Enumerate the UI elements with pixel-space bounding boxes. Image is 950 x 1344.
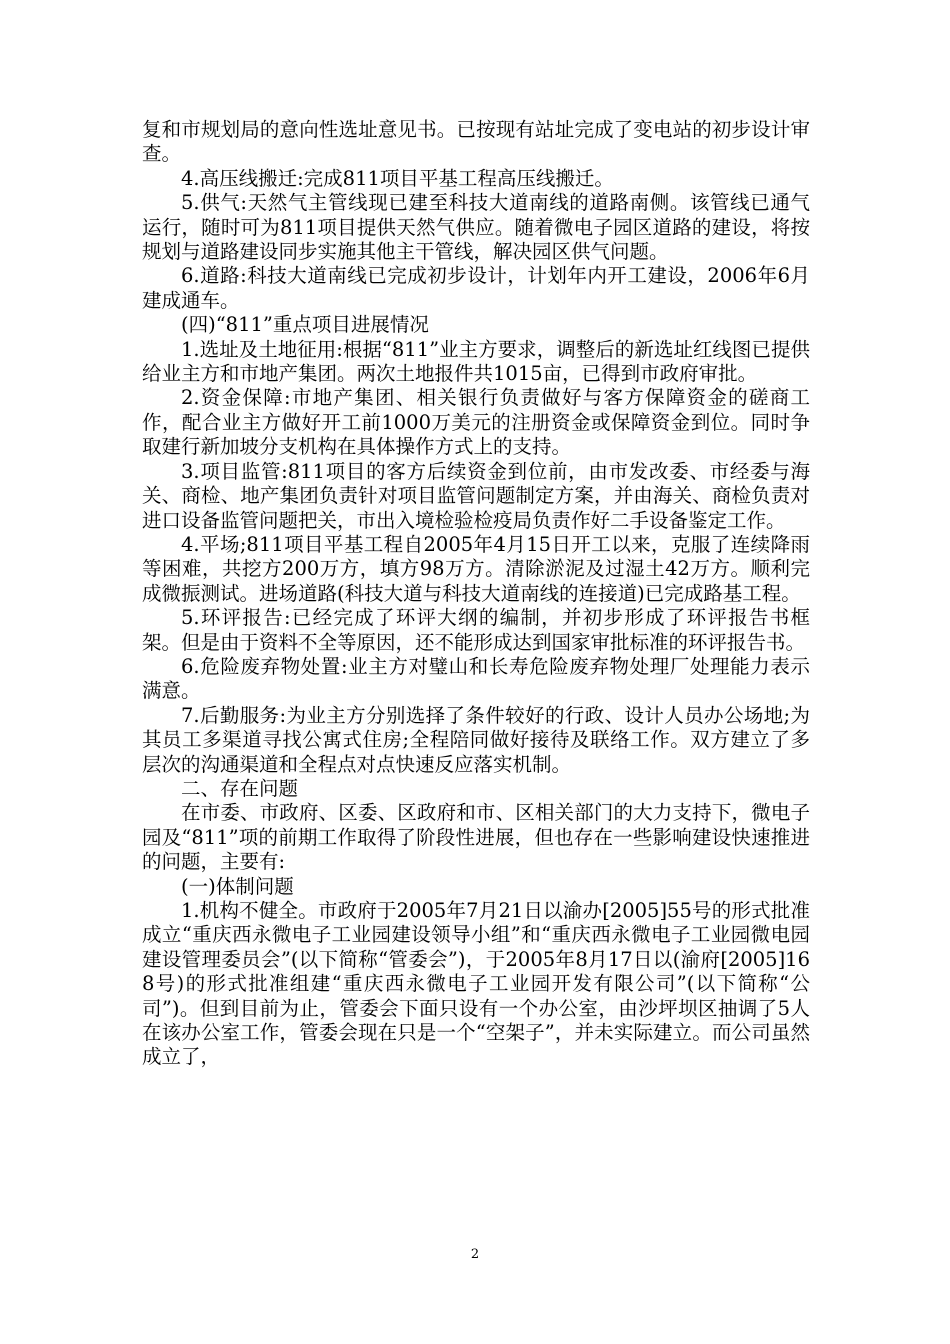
paragraph: 1.机构不健全。市政府于2005年7月21日以渝办[2005]55号的形式批准成立“重庆西永微电子工业园建设领导小组”和“重庆西永微电子工业园微电园建设管理委员会”(以下简称“管委会”)，于2005年8月17日以(渝府[2005]168号)的形式批准组建“重庆西永微电子工业园开发有限公司”(以下简称“公司”)。但到目前为止，管委会下面只设有一个办公室，由沙坪坝区抽调了5人在该办公室工作，管委会现在只是一个“空架子”，并未实际建立。而公司虽然成立了，	[142, 899, 810, 1069]
paragraph: 复和市规划局的意向性选址意见书。已按现有站址完成了变电站的初步设计审查。	[142, 118, 810, 166]
paragraph: 2.资金保障:市地产集团、相关银行负责做好与客方保障资金的磋商工作，配合业主方做好开工前1000万美元的注册资金或保障资金到位。同时争取建行新加坡分支机构在具体操作方式上的支持。	[142, 386, 810, 459]
paragraph: 5.环评报告:已经完成了环评大纲的编制，并初步形成了环评报告书框架。但是由于资料不全等原因，还不能形成达到国家审批标准的环评报告书。	[142, 606, 810, 654]
paragraph: 4.高压线搬迁:完成811项目平基工程高压线搬迁。	[181, 166, 614, 190]
paragraph: 6.危险废弃物处置:业主方对璧山和长寿危险废弃物处理厂处理能力表示满意。	[142, 654, 810, 703]
paragraph: 6.道路:科技大道南线已完成初步设计，计划年内开工建设，2006年6月建成通车。	[142, 264, 810, 312]
paragraph: 5.供气:天然气主管线现已建至科技大道南线的道路南侧。该管线已通气运行，随时可为811项目提供天然气供应。随着微电子园区道路的建设，将按规划与道路建设同步实施其他主干管线，解决园区供气问题。	[142, 191, 810, 264]
document-body	[142, 118, 810, 1070]
paragraph: 4.平场;811项目平基工程自2005年4月15日开工以来，克服了连续降雨等困难，共挖方200万方，填方98万方。清除淤泥及过湿土42万方。顺利完成微振测试。进场道路(科技大道与科技大道南线的连接道)已完成路基工程。	[142, 532, 810, 605]
page-number: 2	[470, 1247, 480, 1262]
section-heading: (一)体制问题	[181, 874, 294, 898]
paragraph: 7.后勤服务:为业主方分别选择了条件较好的行政、设计人员办公场地;为其员工多渠道寻找公寓式住房;全程陪同做好接待及联络工作。双方建立了多层次的沟通渠道和全程点对点快速反应落实机制。	[142, 703, 810, 776]
section-heading: 二、存在问题	[181, 776, 299, 800]
paragraph: 3.项目监管:811项目的客方后续资金到位前，由市发改委、市经委与海关、商检、地产集团负责针对项目监管问题制定方案，并由海关、商检负责对进口设备监管问题把关，市出入境检验检疫局负责作好二手设备鉴定工作。	[142, 459, 810, 532]
paragraph: 1.选址及土地征用:根据“811”业主方要求，调整后的新选址红线图已提供给业主方和市地产集团。两次土地报件共1015亩，已得到市政府审批。	[142, 337, 810, 386]
section-heading: (四)“811”重点项目进展情况	[181, 313, 429, 337]
paragraph: 在市委、市政府、区委、区政府和市、区相关部门的大力支持下，微电子园及“811”项的前期工作取得了阶段性进展，但也存在一些影响建设快速推进的问题，主要有:	[142, 801, 810, 874]
